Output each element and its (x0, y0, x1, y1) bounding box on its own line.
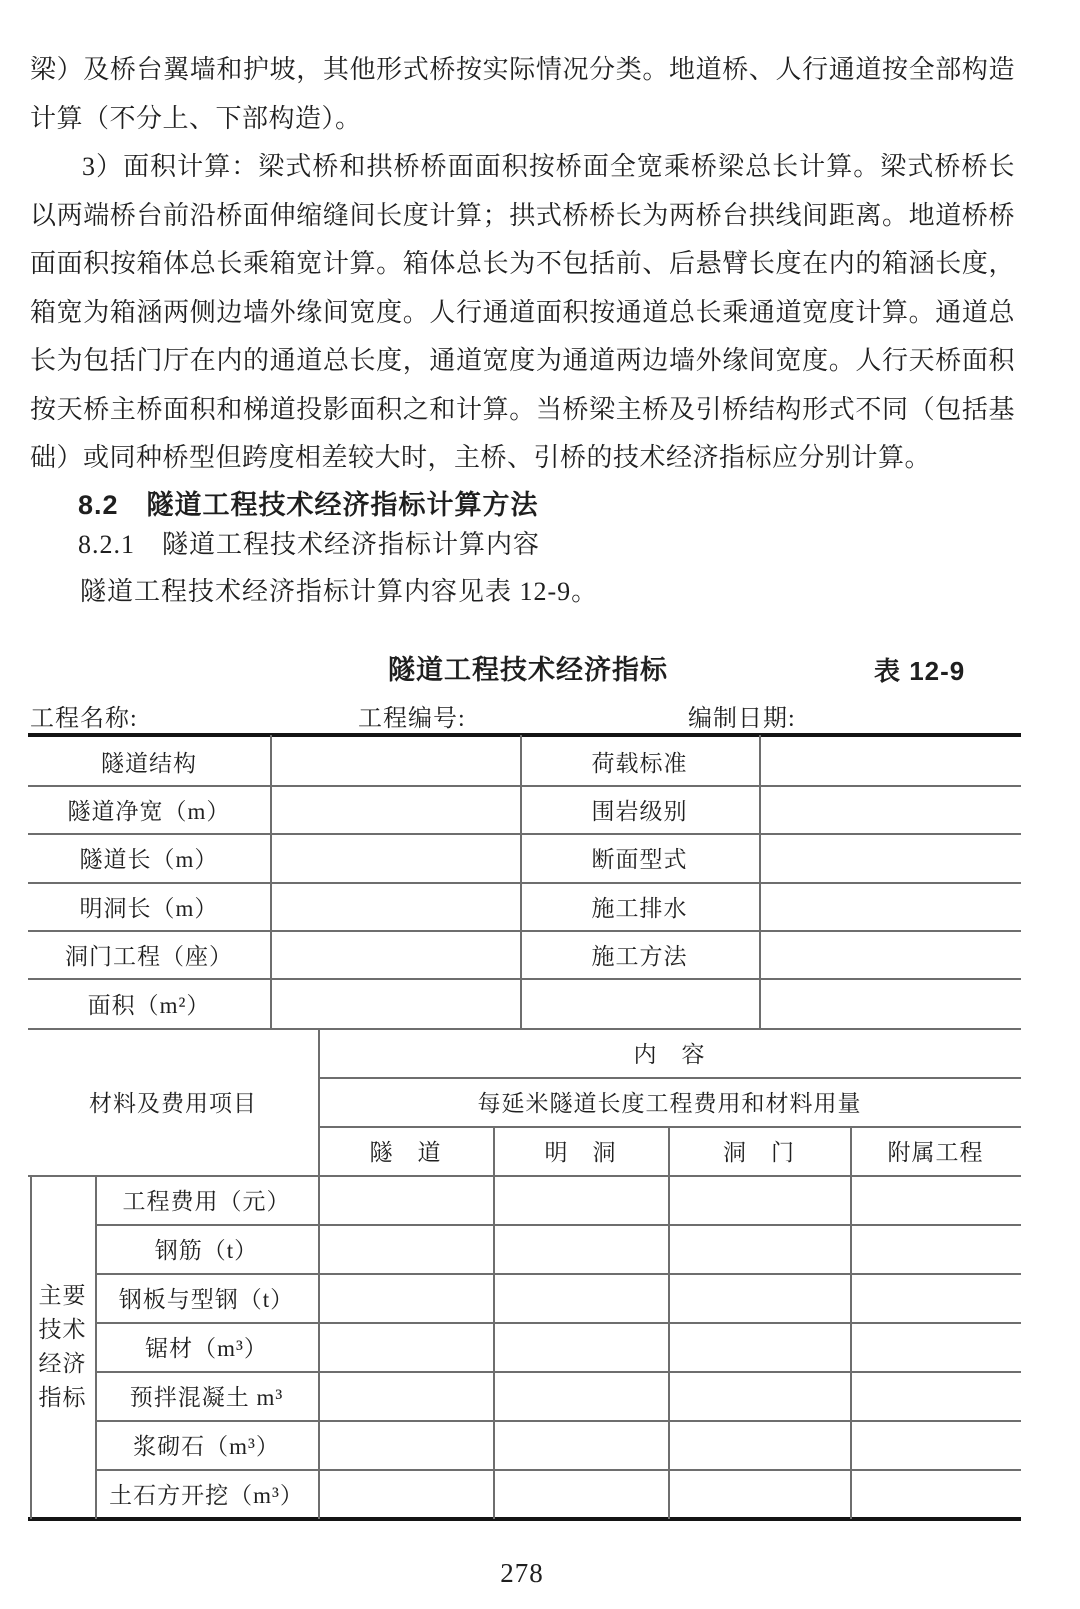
vertical-label-line: 指标 (38, 1385, 87, 1410)
col-header-open-cut: 明 洞 (544, 1140, 617, 1165)
row-label-drainage: 施工排水 (591, 895, 688, 921)
col-header-portal: 洞 门 (723, 1140, 795, 1165)
vertical-label-line: 主要 (38, 1283, 87, 1308)
row-label-mortar-masonry: 浆砌石（m³） (133, 1434, 280, 1459)
vertical-label-line: 技术 (38, 1317, 87, 1342)
row-label-project-cost: 工程费用（元） (122, 1189, 291, 1214)
row-label-tunnel-structure: 隧道结构 (101, 750, 197, 776)
col-header-auxiliary: 附属工程 (887, 1140, 984, 1165)
meta-compile-date: 编制日期: (688, 706, 796, 732)
meta-project-name: 工程名称: (30, 706, 138, 732)
row-label-open-cut-length: 明洞长（m） (79, 895, 219, 921)
row-label-ready-mix: 预拌混凝土 m³ (129, 1385, 284, 1410)
section-subheading: 8.2.1 隧道工程技术经济指标计算内容 (78, 530, 541, 559)
content-header-cell: 内 容 (633, 1042, 706, 1067)
vertical-label-line: 经济 (38, 1351, 87, 1376)
row-label-area: 面积（m²） (87, 992, 211, 1018)
table-number: 表 12-9 (874, 656, 966, 686)
page-number: 278 (500, 1558, 544, 1588)
body-paragraph-2: 3）面积计算：梁式桥和拱桥桥面面积按桥面全宽乘桥梁总长计算。梁式桥桥长以两端桥台前沿桥面伸缩缝间长度计算；拱式桥桥长为两桥台拱线间距离。地道桥桥面面积按箱体总长乘箱宽计算。箱体总长为不包括前、后悬臂长度在内的箱涵长度，箱宽为箱涵两侧边墙外缘间宽度。人行通道面积按通道总长乘通道宽度计算。通道总长为包括门厅在内的通道总长度，通道宽度为通道两边墙外缘间宽度。人行天桥面积按天桥主桥面积和梯道投影面积之和计算。当桥梁主桥及引桥结构形式不同（包括基础）或同种桥型但跨度相差较大时，主桥、引桥的技术经济指标应分别计算。 (30, 152, 1015, 472)
col-header-tunnel: 隧 道 (369, 1140, 442, 1165)
rule (759, 735, 761, 1030)
row-label-empty (520, 978, 759, 1028)
row-label-method: 施工方法 (591, 943, 688, 969)
row-label-tunnel-length: 隧道长（m） (79, 847, 219, 872)
main-indicators-vertical-label (30, 1175, 95, 1519)
table-bottom-rule (28, 1517, 1021, 1521)
row-label-portal-works: 洞门工程（座） (65, 943, 233, 969)
materials-header-cell: 材料及费用项目 (89, 1091, 257, 1116)
table-title: 隧道工程技术经济指标 (388, 655, 668, 685)
body-paragraph-1: 梁）及桥台翼墙和护坡，其他形式桥按实际情况分类。地道桥、人行通道按全部构造计算（不分上、下部构造）。 (30, 55, 1015, 133)
row-label-rock-grade: 围岩级别 (591, 798, 688, 824)
row-label-tunnel-width: 隧道净宽（m） (67, 798, 231, 824)
row-label-load-standard: 荷载标准 (591, 750, 688, 776)
section-heading: 8.2 隧道工程技术经济指标计算方法 (78, 490, 539, 520)
rule (493, 1126, 495, 1519)
row-label-sawn-timber: 锯材（m³） (145, 1336, 268, 1361)
section-intro: 隧道工程技术经济指标计算内容见表 12-9。 (80, 577, 599, 606)
body-text-block (30, 46, 1015, 483)
row-label-steel-plate: 钢板与型钢（t） (118, 1287, 295, 1312)
content-subheader-cell: 每延米隧道长度工程费用和材料用量 (477, 1091, 862, 1116)
rule (668, 1126, 670, 1519)
row-label-rebar: 钢筋（t） (154, 1238, 259, 1263)
rule (270, 735, 272, 1030)
row-label-section-type: 断面型式 (591, 847, 688, 872)
rule (850, 1126, 852, 1519)
meta-project-no: 工程编号: (358, 706, 466, 732)
row-label-excavation: 土石方开挖（m³） (109, 1482, 304, 1508)
